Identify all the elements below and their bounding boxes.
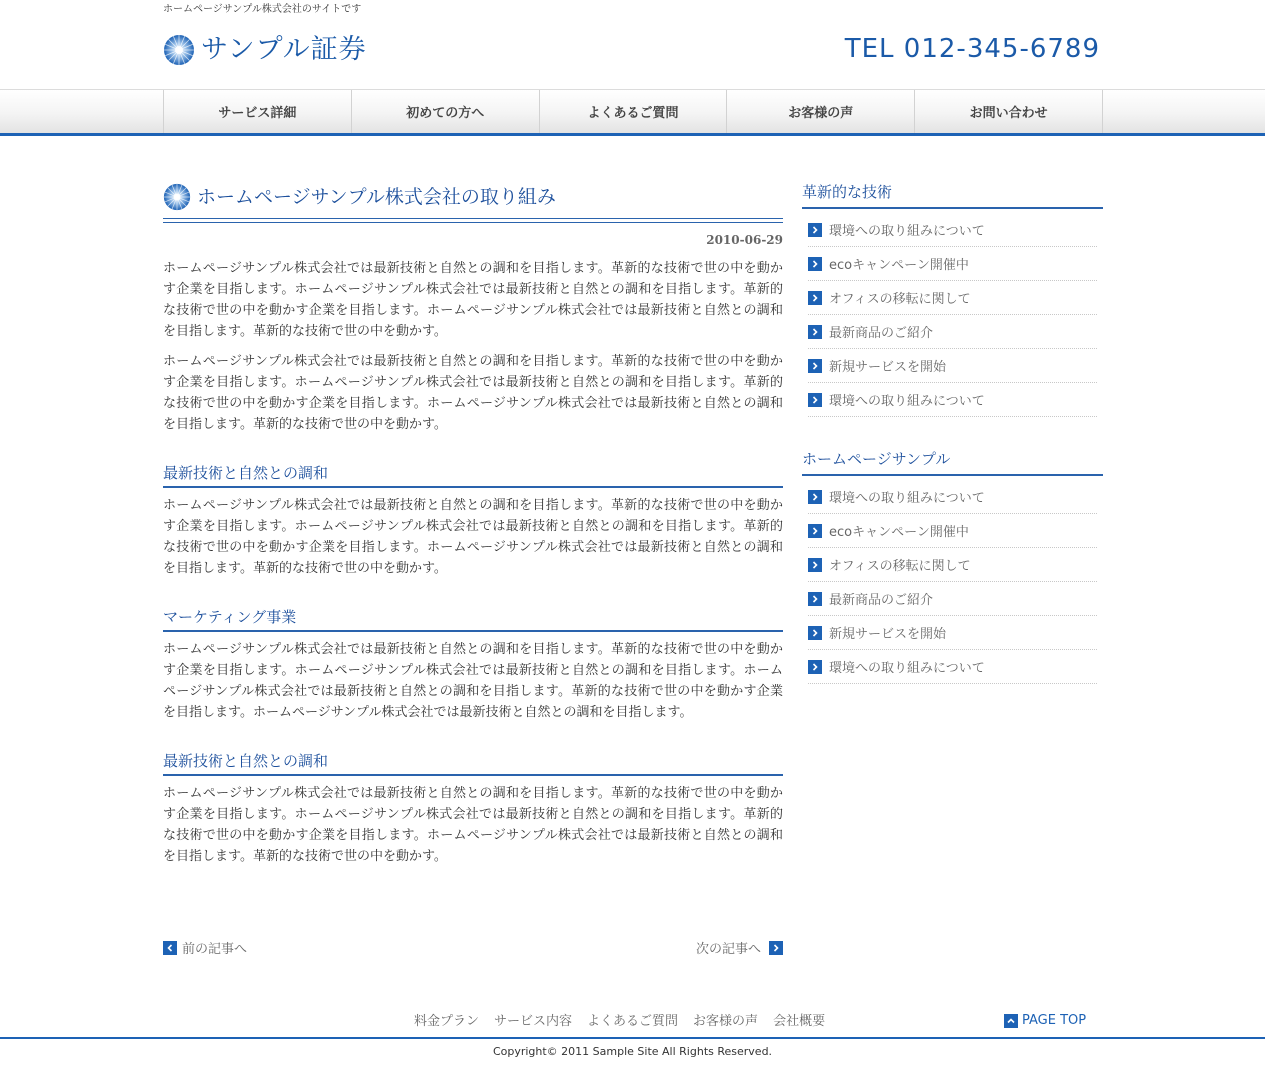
post-pager [163,938,783,958]
sidebar-heading: 革新的な技術 [802,180,1103,209]
global-nav [0,89,1265,136]
chevron-left-icon [163,941,177,955]
chevron-right-icon [808,660,822,674]
sidebar-link[interactable] [808,315,1097,349]
sidebar-link-label: ecoキャンペーン開催中 [829,525,969,540]
page-title-text: ホームページサンプル株式会社の取り組み [197,186,556,208]
phone-number: TEL 012-345-6789 [844,34,1100,64]
sidebar-link-label: 最新商品のご紹介 [829,326,934,341]
chevron-right-icon [808,524,822,538]
nav-item-service-detail[interactable]: サービス詳細 [164,90,352,133]
nav-item-voices[interactable]: お客様の声 [727,90,915,133]
section-body: ホームページサンプル株式会社では最新技術と自然との調和を目指します。革新的な技術で世の中を動かす企業を目指します。ホームページサンプル株式会社では最新技術と自然との調和を目指します。革新的な技術で世の中を動かす企業を目指します。ホームページサンプル株式会社では最新技術と自然との調和を目指します。革新的な技術で世の中を動かす。 [163,498,783,576]
sidebar-heading: ホームページサンプル [802,447,1103,476]
sidebar-link[interactable] [808,281,1097,315]
section-body: ホームページサンプル株式会社では最新技術と自然との調和を目指します。革新的な技術で世の中を動かす企業を目指します。ホームページサンプル株式会社では最新技術と自然との調和を目指します。ホームページサンプル株式会社では最新技術と自然との調和を目指します。革新的な技術で世の中を動かす企業を目指します。ホームページサンプル株式会社では最新技術と自然との調和を目指します。 [163,642,783,720]
sunburst-title-icon [163,183,191,211]
sidebar-link[interactable] [808,650,1097,684]
intro-paragraph: ホームページサンプル株式会社では最新技術と自然との調和を目指します。革新的な技術で世の中を動かす企業を目指します。ホームページサンプル株式会社では最新技術と自然との調和を目指します。革新的な技術で世の中を動かす企業を目指します。ホームページサンプル株式会社では最新技術と自然との調和を目指します。革新的な技術で世の中を動かす。 [163,261,783,339]
sidebar-link[interactable] [808,480,1097,514]
chevron-right-icon [808,490,822,504]
chevron-right-icon [808,359,822,373]
footer-link-services[interactable]: サービス内容 [494,1014,573,1029]
chevron-right-icon [808,291,822,305]
prev-post-link[interactable] [163,938,247,957]
footer-divider [0,1037,1265,1039]
nav-item-faq[interactable]: よくあるご質問 [540,90,728,133]
logo-text: サンプル証券 [201,34,367,65]
chevron-right-icon [769,941,783,955]
chevron-right-icon [808,558,822,572]
post-date: 2010-06-29 [706,233,783,247]
sidebar-link[interactable] [808,616,1097,650]
next-post-link[interactable] [696,938,783,957]
chevron-right-icon [808,223,822,237]
section-body: ホームページサンプル株式会社では最新技術と自然との調和を目指します。革新的な技術で世の中を動かす企業を目指します。ホームページサンプル株式会社では最新技術と自然との調和を目指します。革新的な技術で世の中を動かす企業を目指します。ホームページサンプル株式会社では最新技術と自然との調和を目指します。革新的な技術で世の中を動かす。 [163,786,783,864]
sidebar-link[interactable] [808,514,1097,548]
sidebar-link-label: オフィスの移転に関して [829,292,971,307]
sidebar-link-label: 環境への取り組みについて [829,224,985,239]
nav-item-beginners[interactable]: 初めての方へ [352,90,540,133]
next-post-label: 次の記事へ [695,942,761,957]
sidebar-block-homepage-sample [802,447,1103,684]
chevron-right-icon [808,257,822,271]
nav-item-contact[interactable]: お問い合わせ [915,90,1103,133]
sidebar-link-label: 最新商品のご紹介 [829,593,934,608]
sidebar-link-label: 環境への取り組みについて [829,394,985,409]
page-top-label: PAGE TOP [1022,1013,1087,1028]
page-title [163,180,783,214]
section-heading: 最新技術と自然との調和 [163,462,783,488]
sidebar-link-label: 新規サービスを開始 [829,360,947,375]
chevron-right-icon [808,393,822,407]
title-divider [163,218,783,223]
site-logo[interactable] [163,30,367,70]
copyright: Copyright© 2011 Sample Site All Rights Reserved. [492,1045,773,1058]
page-top-link[interactable] [1004,1012,1086,1030]
chevron-right-icon [808,592,822,606]
section-heading: 最新技術と自然との調和 [163,750,783,776]
footer-link-voices[interactable]: お客様の声 [693,1014,759,1029]
intro-paragraph: ホームページサンプル株式会社では最新技術と自然との調和を目指します。革新的な技術で世の中を動かす企業を目指します。ホームページサンプル株式会社では最新技術と自然との調和を目指します。革新的な技術で世の中を動かす企業を目指します。ホームページサンプル株式会社では最新技術と自然との調和を目指します。革新的な技術で世の中を動かす。 [163,354,783,432]
sidebar-link-label: 新規サービスを開始 [829,627,947,642]
footer-link-company[interactable]: 会社概要 [773,1014,826,1029]
sidebar-link[interactable] [808,349,1097,383]
footer-link-pricing[interactable]: 料金プラン [414,1014,480,1029]
sidebar-link[interactable] [808,213,1097,247]
sidebar-link-label: 環境への取り組みについて [829,491,985,506]
chevron-right-icon [808,626,822,640]
prev-post-label: 前の記事へ [182,942,248,957]
section-heading: マーケティング事業 [163,606,783,632]
sidebar-link[interactable] [808,383,1097,417]
sidebar-block-innovation [802,180,1103,417]
sidebar-link-label: ecoキャンペーン開催中 [829,258,969,273]
sidebar-link[interactable] [808,548,1097,582]
sunburst-logo-icon [163,34,195,66]
sidebar-link-label: オフィスの移転に関して [829,559,971,574]
footer-link-faq[interactable]: よくあるご質問 [587,1014,679,1029]
main-content [163,180,783,957]
chevron-right-icon [808,325,822,339]
sidebar-link[interactable] [808,247,1097,281]
footer-nav [414,1012,840,1032]
site-tagline: ホームページサンプル株式会社のサイトです [163,4,362,15]
sidebar-link-label: 環境への取り組みについて [829,661,985,676]
sidebar [802,180,1103,714]
chevron-up-icon [1004,1014,1018,1028]
sidebar-link[interactable] [808,582,1097,616]
